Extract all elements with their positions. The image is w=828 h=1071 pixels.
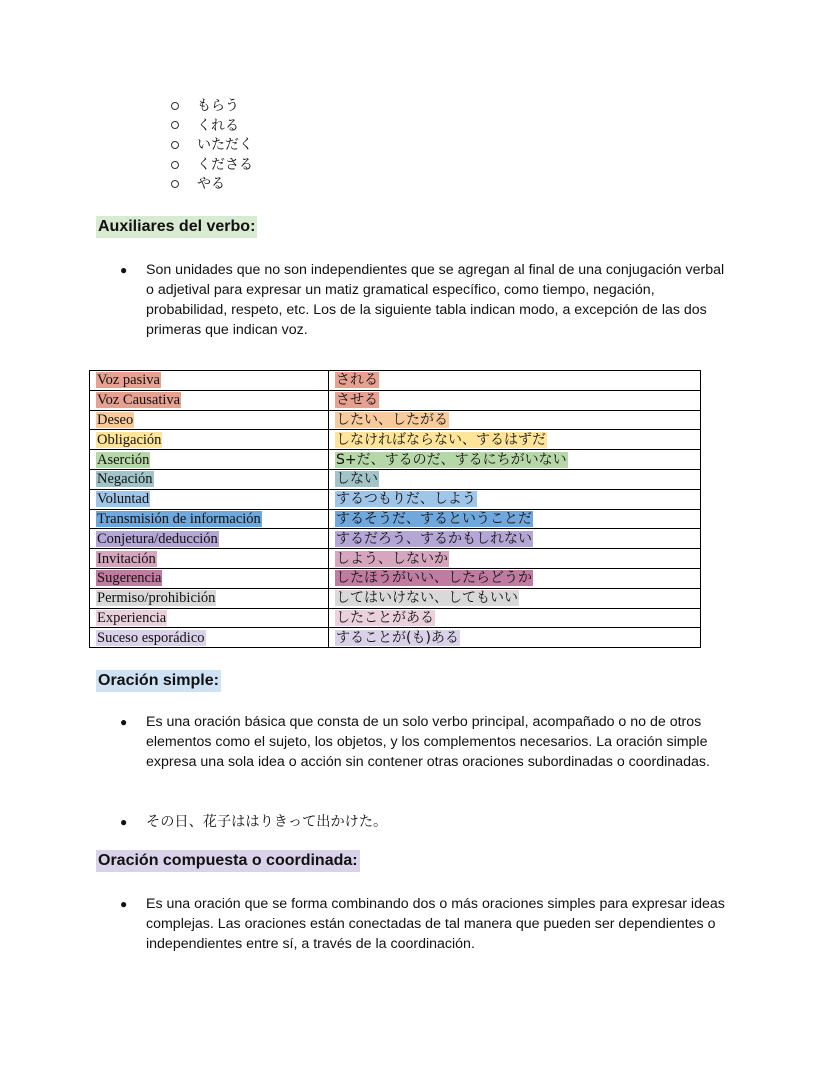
table-row: [90, 450, 701, 470]
mode-label-cell: [90, 608, 329, 628]
oracion-compuesta-description: ● Es una oración que se forma combinando dos o más oraciones simples para expresar ideas complejas. Las oraciones están conectadas de tal manera que pueden ser dependientes o independientes entre sí, a través de la coordinación.: [120, 896, 725, 952]
mode-label: Deseo: [97, 411, 134, 428]
mode-example: させる: [336, 392, 378, 409]
mode-label-cell: [90, 469, 329, 489]
mode-label-cell: [90, 509, 329, 529]
bullet-icon: ●: [120, 263, 128, 277]
mode-label-cell: [90, 450, 329, 470]
auxiliares-table: [89, 370, 701, 648]
table-row: [90, 549, 701, 569]
mode-example: S+だ、するのだ、するにちがいない: [336, 451, 567, 468]
mode-label: Suceso esporádico: [97, 629, 205, 646]
table-row: [90, 390, 701, 410]
mode-example-cell: [329, 450, 701, 470]
mode-label-cell: [90, 410, 329, 430]
table-row: [90, 608, 701, 628]
mode-label-cell: [90, 489, 329, 509]
mode-label-cell: [90, 529, 329, 549]
mode-example-cell: [329, 588, 701, 608]
mode-label-cell: [90, 390, 329, 410]
mode-label-cell: [90, 588, 329, 608]
mode-example: してはいけない、してもいい: [336, 590, 518, 607]
hollow-bullet-icon: [171, 141, 179, 149]
bullet-icon: ●: [120, 897, 128, 911]
mode-label: Voz pasiva: [97, 372, 160, 389]
mode-example-cell: [329, 410, 701, 430]
mode-example-cell: [329, 390, 701, 410]
oracion-simple-description: ● Es una oración básica que consta de un solo verbo principal, acompañado o no de otros elementos como el sujeto, los objetos, y los complementos necesarios. La oración simple expresa una sola idea o acción sin contener otras oraciones subordinadas o coordinadas.: [120, 714, 710, 770]
bullet-icon: ●: [120, 815, 128, 829]
mode-label: Obligación: [97, 431, 162, 448]
bullet-icon: ●: [120, 715, 128, 729]
hollow-bullet-icon: [171, 102, 179, 110]
hollow-bullet-icon: [171, 121, 179, 129]
verbs-sublist: [168, 96, 253, 194]
table-row: [90, 628, 701, 648]
table-row: [90, 568, 701, 588]
mode-example-cell: [329, 549, 701, 569]
mode-example-cell: [329, 430, 701, 450]
mode-label: Voluntad: [97, 491, 150, 508]
mode-label: Voz Causativa: [97, 392, 181, 409]
heading-oracion-simple: Oración simple:: [96, 670, 221, 692]
mode-label-cell: [90, 568, 329, 588]
mode-label: Conjetura/deducción: [97, 530, 218, 547]
mode-example: するだろう、するかもしれない: [336, 530, 532, 547]
mode-label: Invitación: [97, 550, 156, 567]
table-row: [90, 529, 701, 549]
mode-example: することが(も)ある: [336, 629, 459, 646]
mode-example: するつもりだ、しよう: [336, 491, 476, 508]
mode-example: しよう、しないか: [336, 550, 448, 567]
table-row: [90, 469, 701, 489]
mode-example: しなければならない、するはずだ: [336, 431, 546, 448]
mode-example: したい、したがる: [336, 411, 448, 428]
mode-label: Transmisión de información: [97, 510, 261, 527]
table-row: [90, 371, 701, 391]
table-row: [90, 410, 701, 430]
table-row: [90, 588, 701, 608]
mode-label: Aserción: [97, 451, 150, 468]
mode-example-cell: [329, 489, 701, 509]
mode-example-cell: [329, 628, 701, 648]
mode-example: される: [336, 372, 378, 389]
mode-example: したことがある: [336, 609, 434, 626]
mode-example-cell: [329, 568, 701, 588]
heading-oracion-compuesta: Oración compuesta o coordinada:: [96, 850, 360, 872]
mode-example-cell: [329, 509, 701, 529]
table-row: [90, 509, 701, 529]
mode-label: Sugerencia: [97, 570, 162, 587]
mode-example-cell: [329, 608, 701, 628]
table-row: [90, 489, 701, 509]
mode-label: Permiso/prohibición: [97, 590, 216, 607]
list-item: くださる: [168, 155, 253, 175]
mode-label-cell: [90, 430, 329, 450]
list-item: いただく: [168, 135, 253, 155]
hollow-bullet-icon: [171, 161, 179, 169]
list-item: やる: [168, 174, 253, 194]
list-item: もらう: [168, 96, 253, 116]
mode-example: しない: [336, 471, 378, 488]
mode-example: したほうがいい、したらどうか: [336, 570, 532, 587]
list-item: くれる: [168, 116, 253, 136]
mode-label-cell: [90, 628, 329, 648]
mode-label-cell: [90, 371, 329, 391]
mode-label: Experiencia: [97, 609, 167, 626]
mode-example-cell: [329, 529, 701, 549]
mode-example: するそうだ、するということだ: [336, 510, 532, 527]
mode-label: Negación: [97, 471, 153, 488]
hollow-bullet-icon: [171, 180, 179, 188]
mode-example-cell: [329, 469, 701, 489]
auxiliares-description: ● Son unidades que no son independientes que se agregan al final de una conjugación verbal o adjetival para expresar un matiz gramatical específico, como tiempo, negación, probabilidad, respeto, etc. Los de la siguiente tabla indican modo, a excepción de las dos primeras que indican voz.: [120, 262, 725, 338]
mode-example-cell: [329, 371, 701, 391]
table-row: [90, 430, 701, 450]
mode-label-cell: [90, 549, 329, 569]
heading-auxiliares: Auxiliares del verbo:: [96, 216, 257, 238]
oracion-simple-example: ● その日、花子ははりきって出かけた。: [120, 814, 388, 830]
